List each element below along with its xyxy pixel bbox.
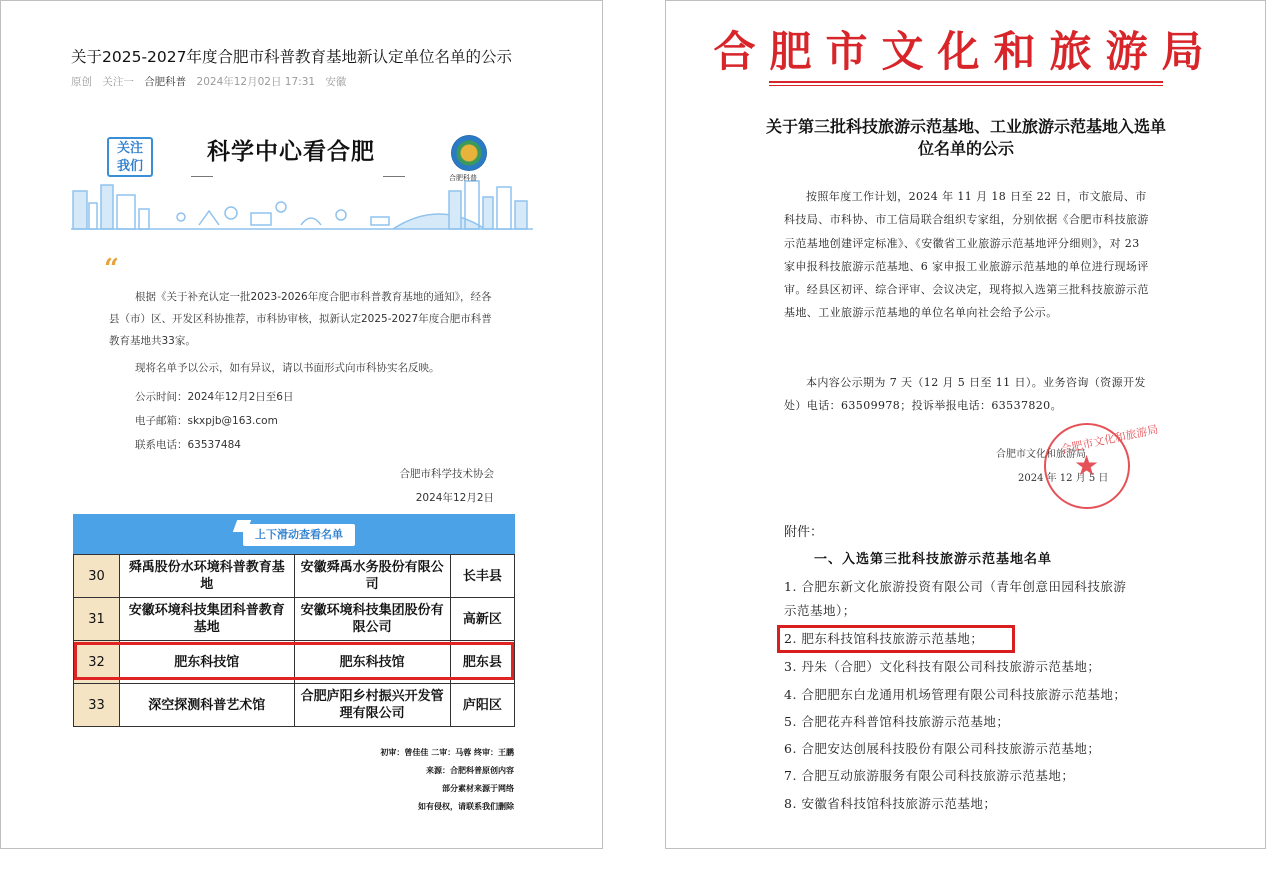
author[interactable]: 关注一 [102, 76, 134, 88]
area-name: 高新区 [450, 598, 514, 641]
original-tag: 原创 [71, 76, 92, 88]
list-item: 5. 合肥花卉科普馆科技旅游示范基地； [784, 714, 1010, 729]
follow-us-badge[interactable] [107, 137, 153, 177]
area-name: 庐阳区 [450, 684, 514, 727]
unit-name: 肥东科技馆 [294, 641, 450, 684]
base-name: 舜禹股份水环境科普教育基地 [119, 555, 294, 598]
row-number: 32 [74, 641, 120, 684]
document-paragraph-2: 本内容公示期为 7 天（12 月 5 日至 11 日）。业务咨询（资源开发处）电话：63509978；投诉举报电话：63537820。 [784, 376, 1146, 413]
seal-star-icon: ★ [1074, 449, 1100, 482]
seal-text: 合肥市文化和旅游局 [1059, 422, 1160, 457]
footer-source: 来源：合肥科普原创内容 [426, 766, 514, 775]
table-header-bar [73, 514, 515, 554]
row-number: 33 [74, 684, 120, 727]
banner-divider-left [191, 176, 213, 177]
article-body: 根据《关于补充认定一批2023-2026年度合肥市科普教育基地的通知》，经各县（市）区、开发区科协推荐，市科协审核，拟新认定2025-2027年度合肥市科普教育基地共33家。 [109, 291, 492, 347]
article-title: 关于2025-2027年度合肥市科普教育基地新认定单位名单的公示 [71, 48, 512, 66]
badge-line-1: 关注 [116, 141, 143, 156]
hefei-science-logo-icon [451, 135, 487, 171]
issuer-org: 合肥市科学技术协会 [399, 468, 494, 480]
list-item: 4. 合肥肥东白龙通用机场管理有限公司科技旅游示范基地； [784, 687, 1127, 702]
letterhead-rule-thin [769, 85, 1163, 86]
article-meta [71, 74, 353, 89]
document-title: 关于第三批科技旅游示范基地、工业旅游示范基地入选单位名单的公示 [766, 117, 1167, 158]
account-name[interactable]: 合肥科普 [144, 76, 187, 88]
left-article-panel [0, 0, 603, 849]
table-row [74, 598, 515, 641]
row-number: 30 [74, 555, 120, 598]
quote-mark-icon: “ [104, 254, 119, 284]
signature-org: 合肥市文化和旅游局 [996, 449, 1086, 460]
letterhead-rule [769, 81, 1163, 83]
banner-divider-right [383, 176, 405, 177]
base-list-table[interactable] [73, 554, 515, 727]
publicity-period: 公示时间：2024年12月2日至6日 [135, 391, 294, 403]
list-item: 6. 合肥安达创展科技股份有限公司科技旅游示范基地； [784, 741, 1101, 756]
email-text: 电子邮箱：skxpjb@163.com [135, 415, 278, 427]
list-item: 7. 合肥互动旅游服务有限公司科技旅游示范基地； [784, 768, 1075, 783]
banner-title: 科学中心看合肥 [207, 139, 375, 165]
badge-line-2: 我们 [116, 159, 143, 174]
list-item: 示范基地）； [784, 603, 856, 618]
right-document-panel [665, 0, 1266, 849]
list-item: 1. 合肥东新文化旅游投资有限公司（青年创意田园科技旅游 [784, 579, 1127, 594]
publish-time: 2024年12月02日 17:31 [196, 76, 316, 88]
list-item: 8. 安徽省科技馆科技旅游示范基地； [784, 796, 997, 811]
list-item: 3. 丹朱（合肥）文化科技有限公司科技旅游示范基地； [784, 659, 1101, 674]
base-name: 肥东科技馆 [119, 641, 294, 684]
phone-text: 联系电话：63537484 [135, 439, 241, 451]
issue-date: 2024年12月2日 [415, 492, 494, 504]
footer-material: 部分素材来源于网络 [442, 784, 514, 793]
table-row [74, 684, 515, 727]
bureau-letterhead: 合肥市文化和旅游局 [713, 27, 1218, 76]
footer-editors: 初审：曾佳佳 二审：马蓉 终审：王鹏 [380, 748, 514, 757]
logo-text: 合肥科普 [449, 174, 477, 182]
base-name: 深空探测科普艺术馆 [119, 684, 294, 727]
row-number: 31 [74, 598, 120, 641]
unit-name: 合肥庐阳乡村振兴开发管理有限公司 [294, 684, 450, 727]
area-name: 肥东县 [450, 641, 514, 684]
scroll-hint-tag: 上下滑动查看名单 [243, 524, 355, 546]
table-row [74, 641, 515, 684]
attachment-label: 附件： [784, 525, 824, 540]
location: 安徽 [325, 76, 347, 88]
area-name: 长丰县 [450, 555, 514, 598]
list-item: 2. 肥东科技馆科技旅游示范基地； [784, 631, 984, 646]
unit-name: 安徽环境科技集团股份有限公司 [294, 598, 450, 641]
base-name: 安徽环境科技集团科普教育基地 [119, 598, 294, 641]
notice-text: 现将名单予以公示，如有异议，请以书面形式向市科协实名反映。 [135, 362, 440, 374]
unit-name: 安徽舜禹水务股份有限公司 [294, 555, 450, 598]
document-paragraph-1: 按照年度工作计划，2024 年 11 月 18 日至 22 日，市文旅局、市科技局、市科协、市工信局联合组织专家组，分别依据《合肥市科技旅游示范基地创建评定标准》、《安徽省工业旅游示范基地评分细则》，对 23 家申报科技旅游示范基地、6 家申报工业旅游示范基地的单位进行现场评审。经县区初评、综合评审、会议决定，现将拟入选第三批科技旅游示范基地、工业旅游示范基地的单位名单向社会给予公示。 [784, 190, 1149, 320]
section-heading: 一、入选第三批科技旅游示范基地名单 [814, 552, 1053, 567]
table-row [74, 555, 515, 598]
signature-date: 2024 年 12 月 5 日 [1018, 473, 1109, 484]
footer-copyright: 如有侵权，请联系我们删除 [418, 802, 514, 811]
banner-image [71, 125, 533, 233]
official-seal-icon [1044, 422, 1160, 509]
